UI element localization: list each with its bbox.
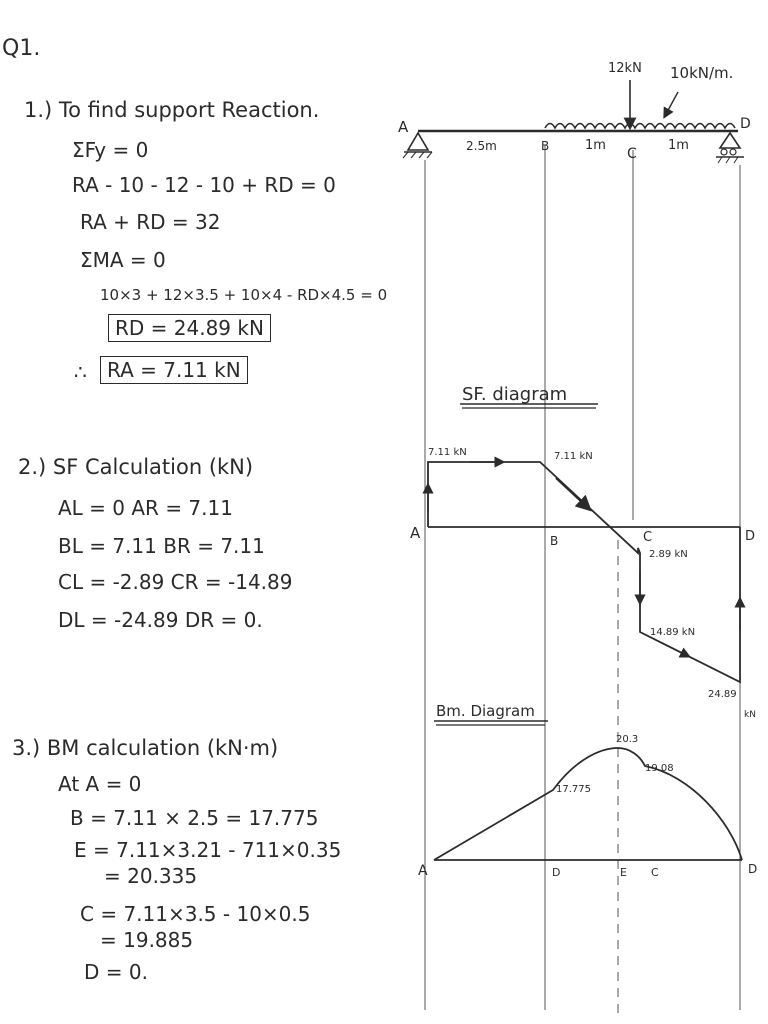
projection-lines (425, 145, 740, 1015)
sfd-label-d: D (745, 529, 756, 544)
section-1-title: 1.) To find support Reaction. (24, 98, 320, 122)
bmd-value-b: 17.775 (556, 784, 591, 795)
sfd-arrow-cd (662, 643, 686, 655)
point-load-label: 12kN (608, 61, 642, 76)
sf-line-a: AL = 0 AR = 7.11 (58, 496, 233, 520)
ra-result-box: RA = 7.11 kN (100, 356, 248, 384)
sfd-value-c-left: 2.89 kN (649, 549, 688, 560)
question-number: Q1. (2, 36, 41, 61)
sum-fy-line: ΣFy = 0 (72, 138, 149, 162)
sf-line-d: DL = -24.89 DR = 0. (58, 608, 263, 632)
bmd-label-a: A (418, 863, 428, 879)
reaction-sum-line: RA + RD = 32 (80, 210, 221, 234)
sfd-title: SF. diagram (462, 384, 568, 405)
support-a (403, 133, 432, 158)
udl-pointer-arrow (666, 92, 678, 114)
sfd-outline (428, 462, 740, 682)
span-bc-label: 1m (585, 138, 606, 153)
beam-label-c: C (627, 146, 637, 162)
bm-line-c: C = 7.11×3.5 - 10×0.5 (80, 902, 311, 926)
sf-diagram (410, 384, 756, 720)
udl-label: 10kN/m. (670, 64, 734, 82)
sf-line-b: BL = 7.11 BR = 7.11 (58, 534, 265, 558)
bmd-value-c: 19.08 (645, 763, 674, 774)
bm-diagram (418, 702, 757, 879)
sfd-label-a: A (410, 524, 421, 542)
bm-line-c-result: = 19.885 (100, 928, 194, 952)
span-ab-label: 2.5m (466, 139, 497, 153)
sfd-label-c: C (643, 530, 653, 545)
sfd-label-b: B (550, 534, 559, 548)
bmd-label-d: D (748, 862, 758, 876)
span-cd-label: 1m (668, 138, 689, 153)
sfd-value-b: 7.11 kN (554, 451, 593, 462)
beam-label-d: D (740, 116, 751, 132)
beam-label-a: A (398, 118, 409, 136)
beam-diagram (398, 61, 751, 163)
bmd-label-e: E (620, 866, 627, 879)
force-balance-line: RA - 10 - 12 - 10 + RD = 0 (72, 173, 336, 197)
bm-line-b: B = 7.11 × 2.5 = 17.775 (70, 806, 319, 830)
section-2-title: 2.) SF Calculation (kN) (18, 455, 254, 479)
sf-line-c: CL = -2.89 CR = -14.89 (58, 570, 293, 594)
sfd-value-a: 7.11 kN (428, 447, 467, 458)
bm-line-e-result: = 20.335 (104, 864, 198, 888)
bm-line-d: D = 0. (84, 960, 148, 984)
beam-label-b: B (541, 139, 550, 153)
bmd-title: Bm. Diagram (436, 702, 535, 720)
sfd-value-d-unit: kN (744, 710, 756, 720)
bmd-curve (434, 748, 742, 860)
udl-load (545, 124, 735, 129)
bmd-value-max: 20.3 (616, 734, 639, 745)
sfd-value-c-right: 14.89 kN (650, 627, 696, 638)
moment-equation-line: 10×3 + 12×3.5 + 10×4 - RD×4.5 = 0 (100, 286, 388, 304)
sfd-arrow-slope (556, 478, 586, 506)
support-d (716, 133, 744, 163)
section-3-title: 3.) BM calculation (kN·m) (12, 736, 279, 760)
therefore-symbol: ∴ (74, 360, 87, 384)
bmd-label-c: C (651, 866, 659, 879)
sum-moment-line: ΣMA = 0 (80, 248, 166, 272)
rd-result-box: RD = 24.89 kN (108, 314, 271, 342)
bm-line-e: E = 7.11×3.21 - 711×0.35 (74, 838, 342, 862)
bm-line-a: At A = 0 (58, 772, 142, 796)
bmd-label-b: D (552, 866, 561, 879)
sfd-value-d: 24.89 (708, 689, 737, 700)
